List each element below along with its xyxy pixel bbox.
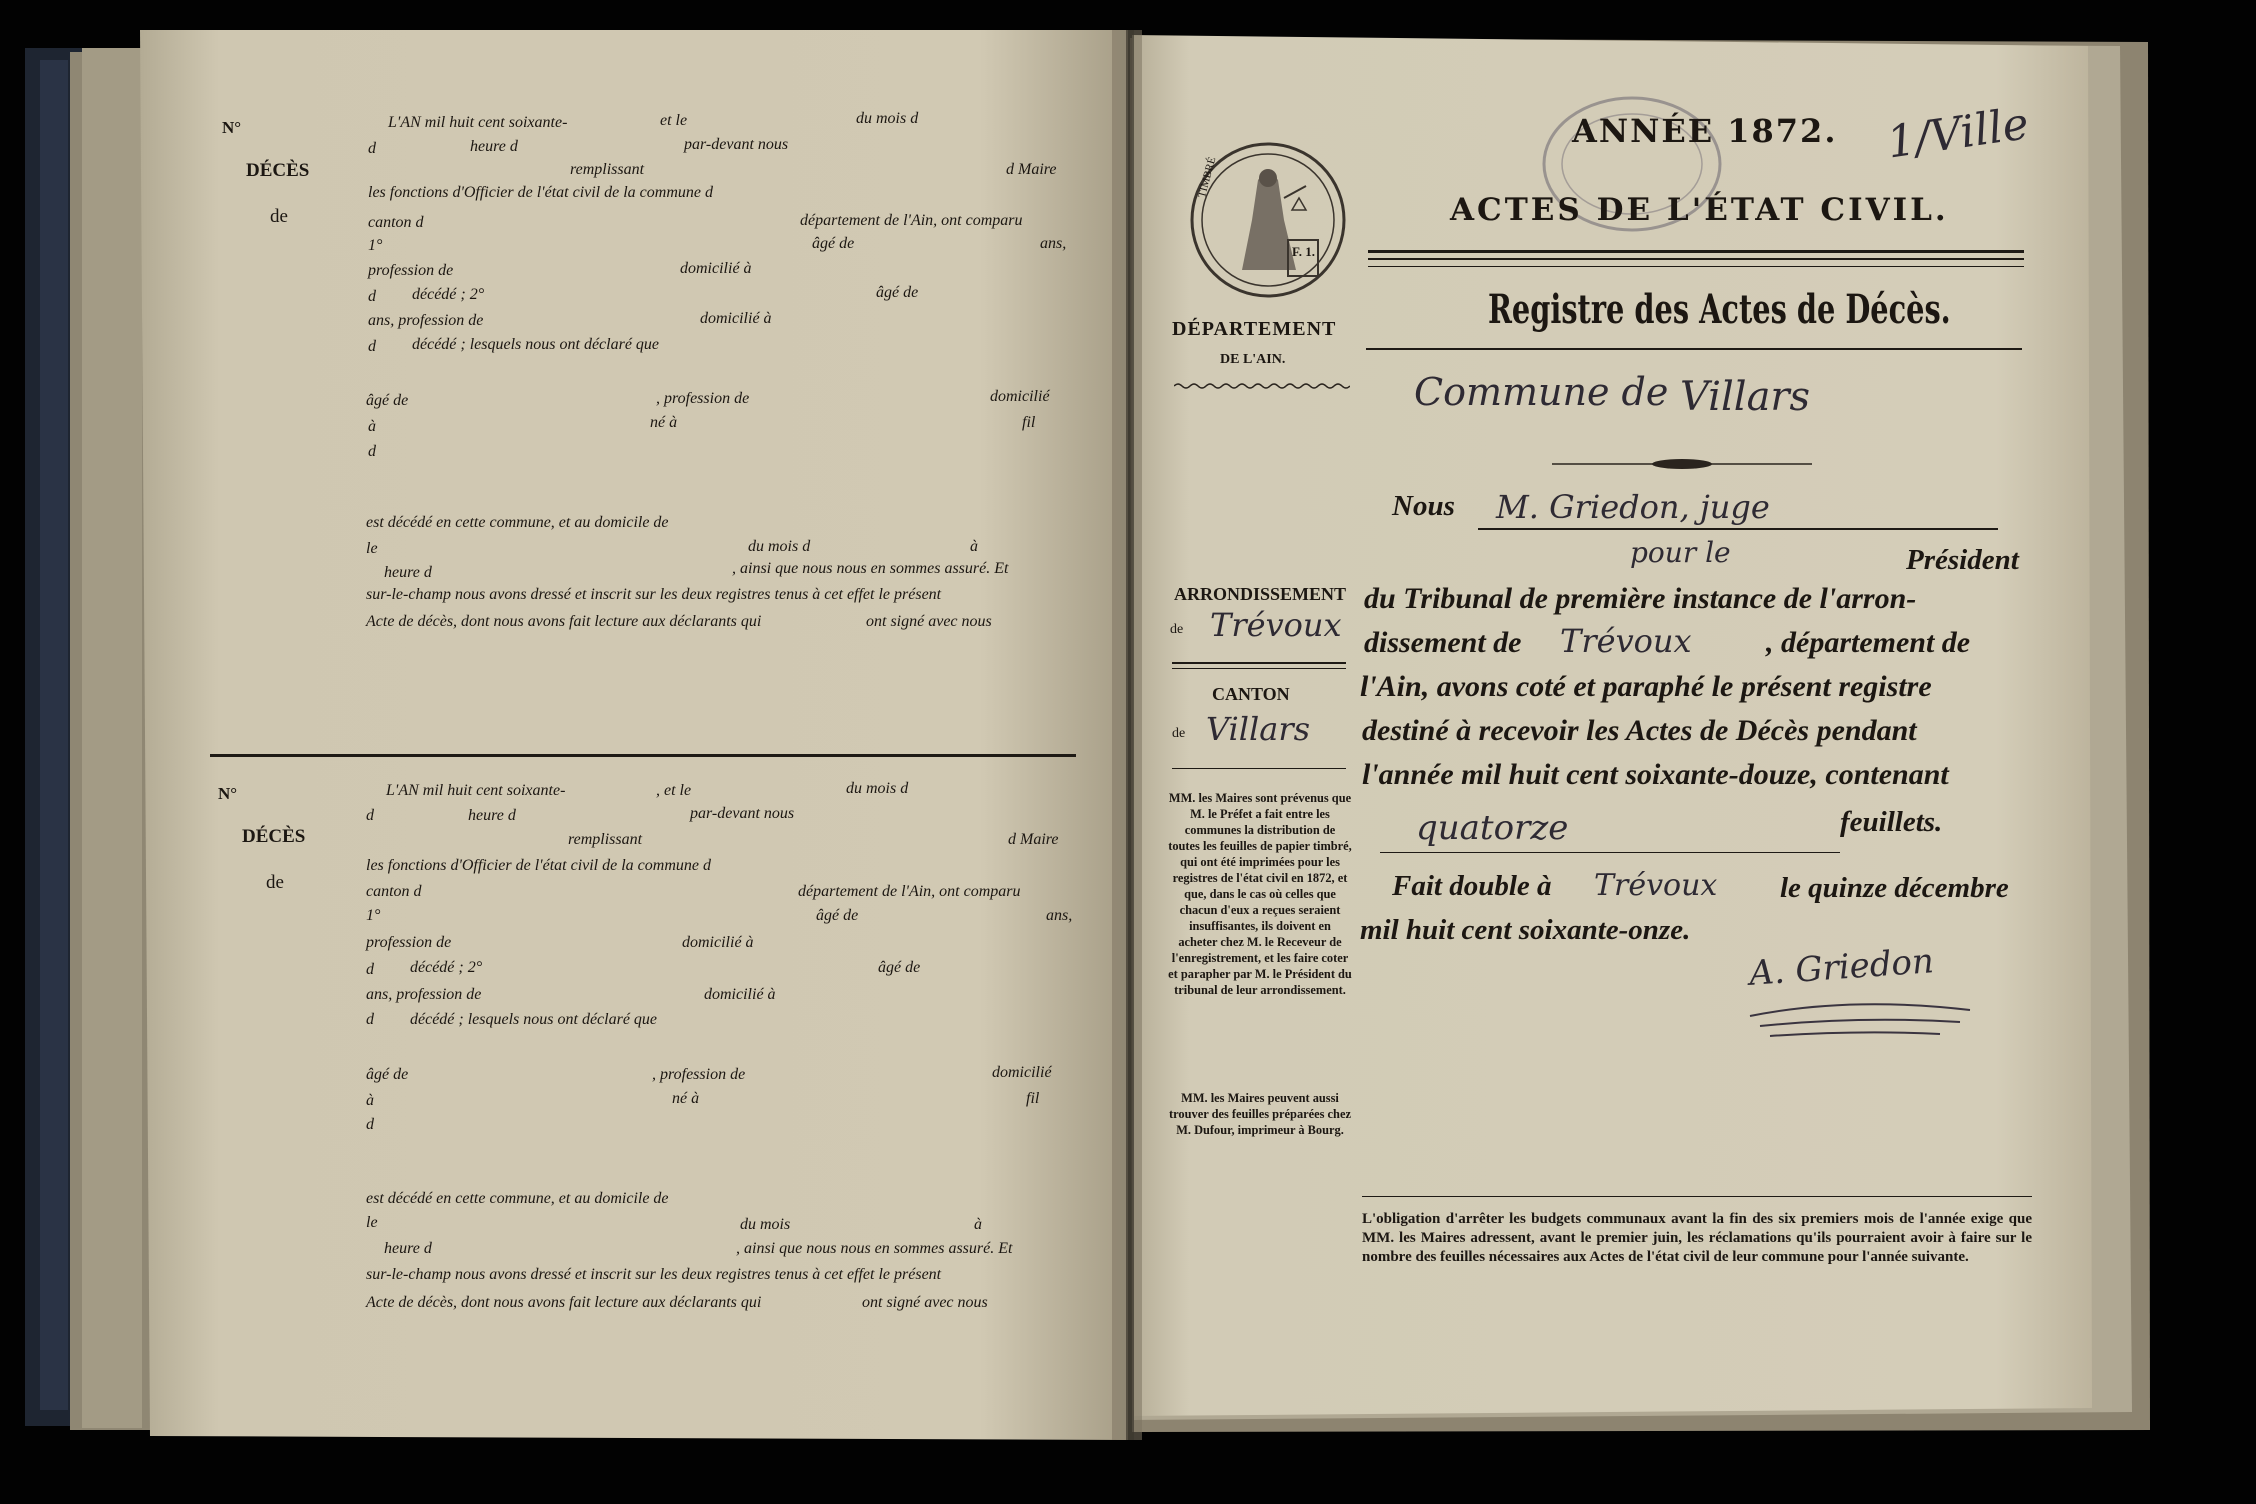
form-text: profession de: [368, 262, 454, 279]
register-title: Registre des Actes de Décès.: [1488, 286, 1951, 333]
form-text: âgé de: [876, 284, 919, 301]
form-text: âgé de: [816, 907, 859, 924]
fait-double-label: Fait double à: [1392, 870, 1552, 902]
form-text: remplissant: [568, 831, 643, 848]
form-text: d: [366, 1116, 374, 1133]
heading-rule: [1368, 258, 2024, 260]
form-text: du mois d: [846, 780, 909, 797]
form-text: les fonctions d'Officier de l'état civil de la commune d: [368, 184, 713, 201]
body-line: l'Ain, avons coté et paraphé le présent registre: [1360, 670, 1932, 703]
form-text: âgé de: [366, 392, 409, 409]
form-text: ans,: [1040, 235, 1067, 252]
nous-label: Nous: [1392, 490, 1455, 522]
body-line-handwriting: Trévoux: [1560, 622, 1692, 660]
form-text: par-devant nous: [684, 136, 789, 153]
ornament-rule: [1174, 382, 1350, 390]
form-text: canton d: [366, 883, 422, 900]
de-label: de: [266, 872, 284, 893]
deces-label: DÉCÈS: [242, 826, 306, 847]
heading-rule: [1368, 266, 2024, 267]
form-text: , profession de: [656, 390, 750, 407]
form-text: domicilié à: [700, 310, 772, 327]
form-text: d Maire: [1006, 161, 1057, 178]
judge-name: M. Griedon, juge: [1496, 488, 1770, 526]
form-text: domicilié à: [704, 986, 776, 1003]
signature-flourish: [1740, 996, 1980, 1046]
form-text: est décédé en cette commune, et au domicile de: [366, 514, 669, 531]
body-line: dissement de: [1364, 626, 1522, 659]
form-text: décédé ; lesquels nous ont déclaré que: [412, 336, 660, 353]
heading-rule: [1368, 250, 2024, 253]
form-text: est décédé en cette commune, et au domicile de: [366, 1190, 669, 1207]
form-text: d: [366, 807, 374, 824]
form-text: d: [368, 338, 376, 355]
form-text: ont signé avec nous: [866, 613, 992, 630]
form-text: né à: [650, 414, 678, 431]
departement-label: DÉPARTEMENT: [1172, 318, 1337, 340]
form-text: d: [368, 288, 376, 305]
form-text: ont signé avec nous: [862, 1294, 988, 1311]
form-text: , et le: [656, 782, 692, 799]
form-text: d: [366, 961, 374, 978]
footer-rule: [1362, 1196, 2032, 1197]
form-text: heure d: [468, 807, 516, 824]
form-text: L'AN mil huit cent soixante-: [388, 114, 568, 131]
form-text: âgé de: [812, 235, 855, 252]
form-text: sur-le-champ nous avons dressé et inscrit sur les deux registres tenus à cet effet le présent: [366, 1266, 942, 1283]
form-text: fil: [1022, 414, 1036, 431]
form-text: , ainsi que nous nous en sommes assuré. Et: [736, 1240, 1013, 1257]
margin-notice: MM. les Maires sont prévenus que M. le Préfet a fait entre les communes la distribution de toutes les feuilles de papier timbré, qui ont été imprimées pour les registres de l'état civil en 1872, et que, dans le cas où celles que chacun d'eux a reçues seraient insuffisantes, ils doivent en acheter chez M. le Receveur de l'enregistrement, et les faire coter et parapher par M. le Président du tribunal de leur arrondissement.: [1168, 791, 1352, 997]
form-text: domicilié: [992, 1064, 1052, 1081]
title-rule: [1366, 348, 2022, 350]
deces-label: DÉCÈS: [246, 160, 310, 181]
form-text: à: [974, 1216, 982, 1233]
form-text: à: [368, 418, 376, 435]
arrondissement-label: ARRONDISSEMENT: [1174, 584, 1347, 604]
margin-rule: [1172, 662, 1346, 664]
commune-name: Villars: [1680, 374, 1811, 420]
form-text: âgé de: [878, 959, 921, 976]
fait-place: Trévoux: [1594, 868, 1718, 903]
body-line: Président: [1906, 544, 2019, 576]
fill-line: [1478, 528, 1998, 530]
form-text: 1°: [366, 907, 381, 924]
body-line: , département de: [1766, 626, 1971, 659]
form-text: domicilié à: [682, 934, 754, 951]
form-text: du mois d: [856, 110, 919, 127]
form-text: fil: [1026, 1090, 1040, 1107]
form-text: remplissant: [570, 161, 645, 178]
form-text: , profession de: [652, 1066, 746, 1083]
form-text: à: [970, 538, 978, 555]
form-text: âgé de: [366, 1066, 409, 1083]
pour-le: pour le: [1630, 536, 1731, 569]
margin-rule: [1172, 668, 1346, 669]
form-text: à: [366, 1092, 374, 1109]
body-line: feuillets.: [1840, 806, 1943, 838]
canton-de: de: [1172, 726, 1186, 741]
form-text: d: [368, 443, 376, 460]
body-line: du Tribunal de première instance de l'arron-: [1364, 582, 1917, 615]
entry-number-label: N°: [222, 118, 242, 137]
body-line: l'année mil huit cent soixante-douze, contenant: [1362, 758, 1949, 791]
etat-civil-heading: ACTES DE L'ÉTAT CIVIL.: [1450, 192, 1949, 228]
commune-label: Commune de: [1414, 370, 1669, 414]
form-text: les fonctions d'Officier de l'état civil de la commune d: [366, 857, 711, 874]
form-text: heure d: [470, 138, 518, 155]
de-l-ain-label: DE L'AIN.: [1220, 352, 1286, 367]
form-text: ans,: [1046, 907, 1073, 924]
form-text: Acte de décès, dont nous avons fait lecture aux déclarants qui: [366, 1294, 762, 1311]
form-text: ans, profession de: [368, 312, 484, 329]
form-text: domicilié: [990, 388, 1050, 405]
form-text: 1°: [368, 237, 383, 254]
form-text: d: [368, 140, 376, 157]
stamp-timbre-text: TIMBRÉ: [1196, 155, 1219, 200]
entry-number-label: N°: [218, 784, 238, 803]
canton-name: Villars: [1206, 710, 1311, 748]
signature: A. Griedon: [1748, 941, 1936, 994]
fait-date: le quinze décembre: [1780, 872, 2009, 904]
form-text: ans, profession de: [366, 986, 482, 1003]
form-text: d Maire: [1008, 831, 1059, 848]
form-text: canton d: [368, 214, 424, 231]
arrondissement-de: de: [1170, 622, 1184, 637]
fait-year: mil huit cent soixante-onze.: [1360, 914, 1691, 946]
canton-label: CANTON: [1212, 684, 1290, 704]
form-text: heure d: [384, 1240, 432, 1257]
margin-handwriting: 1/Ville: [1884, 98, 2032, 169]
arrondissement-name: Trévoux: [1210, 606, 1342, 644]
ornament-divider: [1552, 456, 1812, 472]
form-text: profession de: [366, 934, 452, 951]
footer-notice: L'obligation d'arrêter les budgets communaux avant la fin des six premiers mois de l'année exige que MM. les Maires adressent, avant le premier juin, les réclamations qu'ils pourraient avoir à faire sur le nombre des feuilles nécessaires aux Actes de l'état civil de leur commune pour l'année suivante.: [1362, 1211, 2032, 1265]
form-text: L'AN mil huit cent soixante-: [386, 782, 566, 799]
form-text: du mois d: [748, 538, 811, 555]
form-text: Acte de décès, dont nous avons fait lecture aux déclarants qui: [366, 613, 762, 630]
body-line-handwriting: quatorze: [1416, 808, 1569, 848]
form-text: domicilié à: [680, 260, 752, 277]
form-text: et le: [660, 112, 688, 129]
form-text: décédé ; 2°: [410, 959, 483, 976]
form-text: par-devant nous: [690, 805, 795, 822]
body-line: destiné à recevoir les Actes de Décès pendant: [1362, 714, 1917, 747]
form-text: du mois: [740, 1216, 791, 1233]
form-text: né à: [672, 1090, 700, 1107]
form-text: département de l'Ain, ont comparu: [798, 883, 1021, 900]
form-text: décédé ; lesquels nous ont déclaré que: [410, 1011, 658, 1028]
form-text: d: [366, 1011, 374, 1028]
form-text: département de l'Ain, ont comparu: [800, 212, 1023, 229]
form-text: , ainsi que nous nous en sommes assuré. Et: [732, 560, 1009, 577]
form-text: le: [366, 1214, 378, 1231]
form-text: heure d: [384, 564, 432, 581]
year-heading: ANNÉE 1872.: [1572, 112, 1838, 150]
de-label: de: [270, 206, 288, 227]
margin-rule: [1172, 768, 1346, 769]
stamp-value-text: F. 1.: [1292, 244, 1315, 259]
fill-line: [1380, 852, 1840, 853]
form-text: le: [366, 540, 378, 557]
form-text: sur-le-champ nous avons dressé et inscrit sur les deux registres tenus à cet effet le présent: [366, 586, 942, 603]
margin-notice: MM. les Maires peuvent aussi trouver des feuilles préparées chez M. Dufour, imprimeur à Bourg.: [1169, 1091, 1351, 1137]
form-text: décédé ; 2°: [412, 286, 485, 303]
